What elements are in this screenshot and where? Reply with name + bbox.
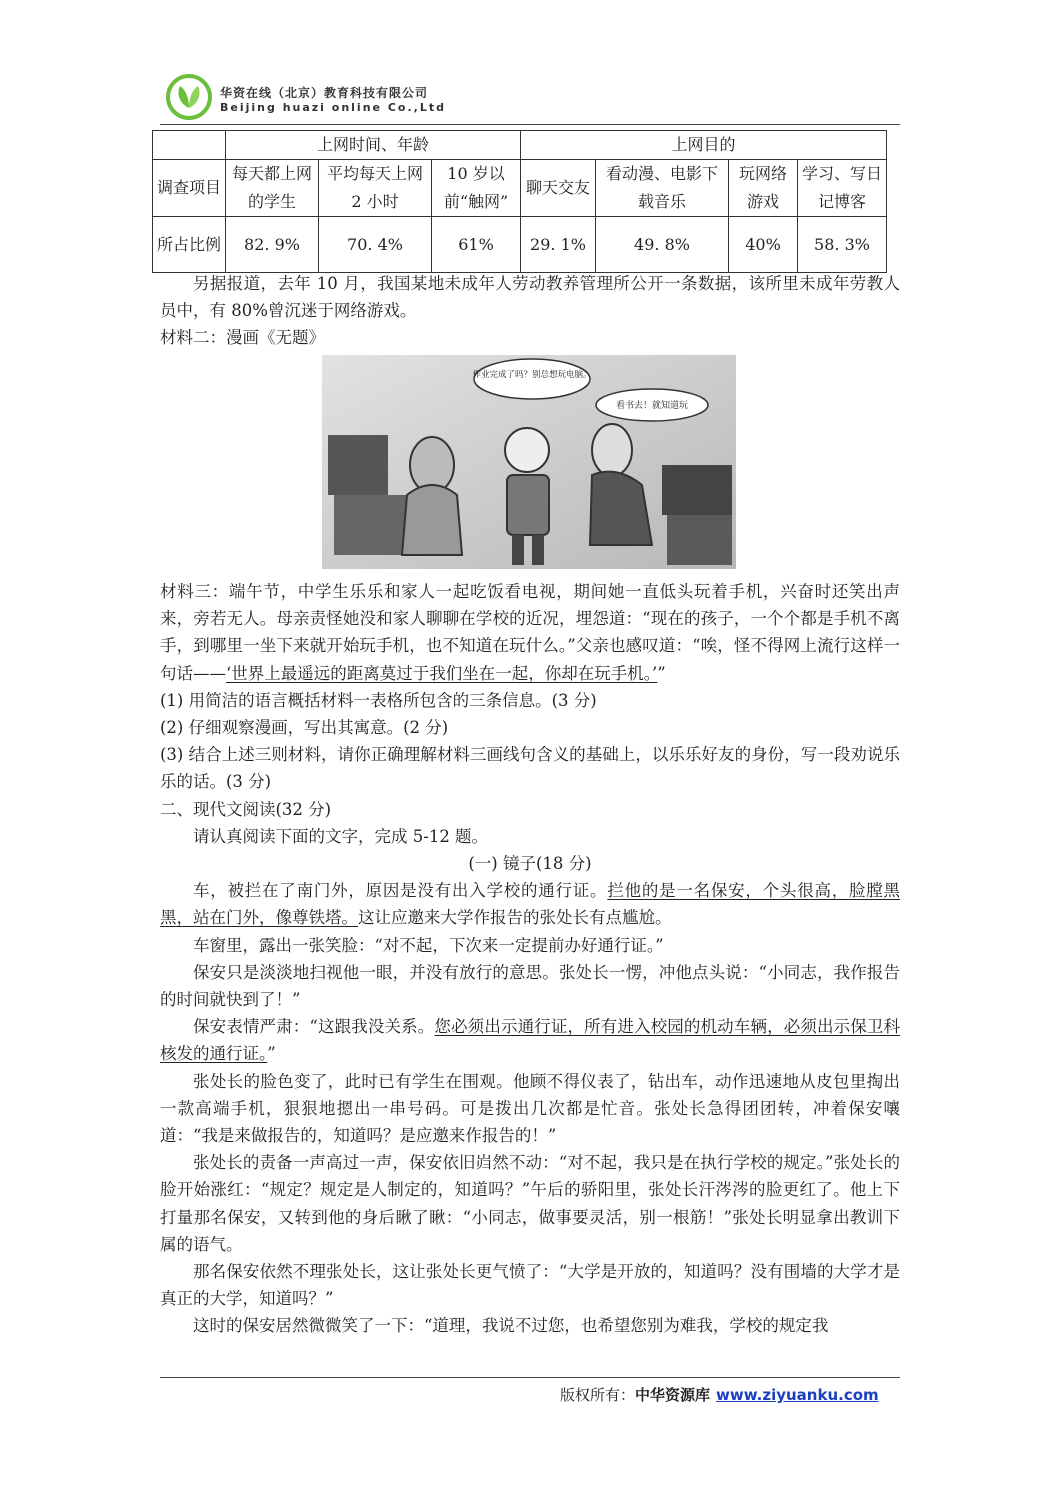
page-header <box>160 70 900 124</box>
footer-url-link[interactable]: www.ziyuanku.com <box>716 1386 879 1404</box>
footer-brand: 中华资源库 <box>635 1386 711 1404</box>
column-header: 学习、写日记博客 <box>798 160 887 217</box>
story-paragraph: 保安表情严肃：“这跟我没关系。您必须出示通行证，所有进入校园的机动车辆，必须出示保卫科核发的通行证。” <box>160 1017 900 1064</box>
question-1: (1) 用简洁的语言概括材料一表格所包含的三条信息。(3 分) <box>160 690 597 710</box>
group-header-time-age: 上网时间、年龄 <box>226 131 521 160</box>
cartoon-bubble-right: 看书去！就知道玩 <box>615 401 689 411</box>
header-divider <box>160 124 900 125</box>
column-header: 平均每天上网2 小时 <box>319 160 432 217</box>
underlined-sentence: 您必须出示通行证，所有进入校园的机动车辆，必须出示保卫科核发的通行证。 <box>160 1017 900 1064</box>
material-3-underlined-quote: ‘世界上最遥远的距离莫过于我们坐在一起，你却在玩手机。’ <box>226 663 658 683</box>
reading-instruction: 请认真阅读下面的文字，完成 5-12 题。 <box>193 826 489 846</box>
column-header: 玩网络游戏 <box>729 160 798 217</box>
copyright-label: 版权所有： <box>560 1386 636 1404</box>
table-cell-value: 49. 8% <box>596 217 729 273</box>
footer-divider <box>160 1377 900 1378</box>
table-cell-value: 40% <box>729 217 798 273</box>
report-paragraph: 另据报道，去年 10 月，我国某地未成年人劳动教养管理所公开一条数据，该所里未成年劳教人员中，有 80%曾沉迷于网络游戏。 <box>160 274 900 321</box>
table-corner-cell <box>153 131 226 160</box>
story-paragraph: 那名保安依然不理张处长，这让张处长更气愤了：“大学是开放的，知道吗？没有围墙的大学才是真正的大学，知道吗？” <box>160 1262 900 1309</box>
story-paragraph: 张处长的脸色变了，此时已有学生在围观。他顾不得仪表了，钻出车，动作迅速地从皮包里掏出一款高端手机，狠狠地摁出一串号码。可是拨出几次都是忙音。张处长急得团团转，冲着保安嚷道：“我是来做报告的，知道吗？是应邀来作报告的！” <box>160 1071 900 1146</box>
page-footer <box>560 1384 879 1405</box>
row-label-item: 调查项目 <box>153 160 226 217</box>
survey-table <box>152 130 887 273</box>
group-header-purpose: 上网目的 <box>521 131 887 160</box>
story-paragraph: 车，被拦在了南门外，原因是没有出入学校的通行证。拦他的是一名保安，个头很高，脸膛黑黑，站在门外，像尊铁塔。这让应邀来大学作报告的张处长有点尴尬。 <box>160 881 901 928</box>
company-logo-icon <box>166 74 212 120</box>
table-cell-value: 70. 4% <box>319 217 432 273</box>
story-title: (一) 镜子(18 分) <box>468 854 592 874</box>
column-header: 10 岁以前“触网” <box>432 160 521 217</box>
company-name-cn: 华资在线（北京）教育科技有限公司 <box>220 86 429 100</box>
report-section <box>160 270 900 352</box>
column-header: 聊天交友 <box>521 160 596 217</box>
cartoon-bubble-left: 作业完成了吗？别总想玩电脑。 <box>472 370 592 380</box>
cartoon-image <box>322 355 736 569</box>
table-cell-value: 61% <box>432 217 521 273</box>
company-name-en: Beijing huazi online Co.,Ltd <box>220 101 446 114</box>
table-cell-value: 58. 3% <box>798 217 887 273</box>
material-2-label: 材料二：漫画《无题》 <box>160 328 325 348</box>
table-cell-value: 29. 1% <box>521 217 596 273</box>
story-paragraph: 车窗里，露出一张笑脸：“对不起，下次来一定提前办好通行证。” <box>193 935 664 955</box>
table-cell-value: 82. 9% <box>226 217 319 273</box>
story-paragraph: 保安只是淡淡地扫视他一眼，并没有放行的意思。张处长一愣，冲他点头说：“小同志，我作报告的时间就快到了！” <box>160 962 900 1010</box>
column-header: 每天都上网的学生 <box>226 160 319 217</box>
row-label-ratio: 所占比例 <box>153 217 226 273</box>
underlined-sentence: 拦他的是一名保安，个头很高，脸膛黑黑，站在门外，像尊铁塔。 <box>160 881 901 928</box>
column-header: 看动漫、电影下载音乐 <box>596 160 729 217</box>
story-paragraph: 张处长的责备一声高过一声，保安依旧岿然不动：“对不起，我只是在执行学校的规定。”张处长的脸开始涨红：“规定？规定是人制定的，知道吗？”午后的骄阳里，张处长汗涔涔的脸更红了。他上下打量那名保安，又转到他的身后瞅了瞅：“小同志，做事要灵活，别一根筋！”张处长明显拿出教训下属的语气。 <box>160 1153 900 1254</box>
story-paragraph: 这时的保安居然微微笑了一下：“道理，我说不过您，也希望您别为难我，学校的规定我 <box>193 1316 829 1336</box>
question-2: (2) 仔细观察漫画，写出其寓意。(2 分) <box>160 718 449 738</box>
section-2-heading: 二、现代文阅读(32 分) <box>160 799 332 819</box>
question-3: (3) 结合上述三则材料，请你正确理解材料三画线句含义的基础上，以乐乐好友的身份，写一段劝说乐乐的话。(3 分) <box>160 745 900 792</box>
material-3-paragraph: 材料三：端午节，中学生乐乐和家人一起吃饭看电视，期间她一直低头玩着手机，兴奋时还笑出声来，旁若无人。母亲责怪她没和家人聊聊在学校的近况，埋怨道：“现在的孩子，一个个都是手机不离手，到哪里一坐下来就开始玩手机，也不知道在玩什么。”父亲也感叹道：“唉，怪不得网上流行这样一句话——‘世界上最遥远的距离莫过于我们坐在一起，你却在玩手机。’” <box>160 582 900 683</box>
main-text <box>160 578 900 1340</box>
